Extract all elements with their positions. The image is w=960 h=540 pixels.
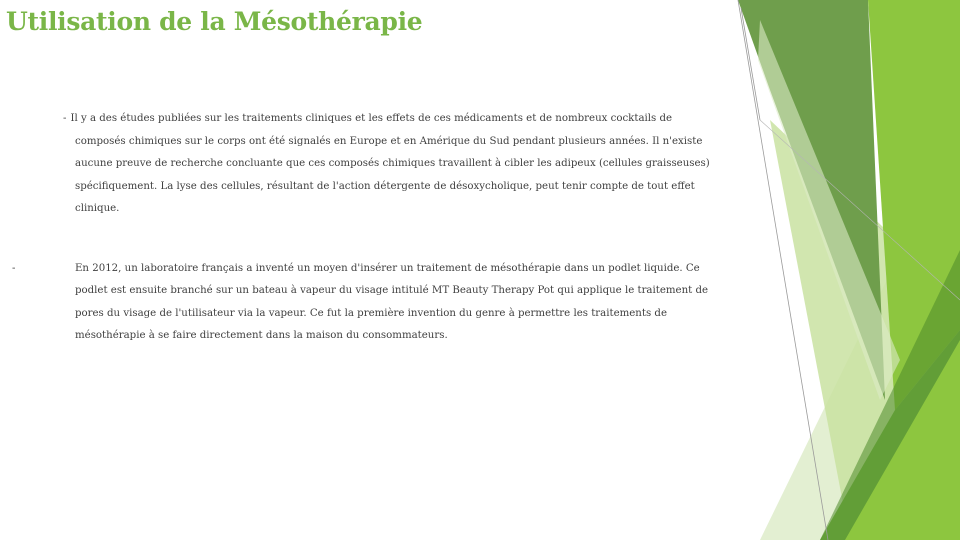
- paragraph-1: [40, 108, 712, 221]
- slide-title: Utilisation de la Mésothérapie: [6, 7, 423, 36]
- slide-body: [12, 108, 712, 348]
- paragraph-2: [12, 258, 712, 348]
- paragraph-1-text: Il y a des études publiées sur les traitements cliniques et les effets de ces médicaments et de nombreux cocktails de composés chimiques sur le corps ont été signalés en Europe et en Amérique du Sud pendant plusieurs années. Il n'existe aucune preuve de recherche concluante que ces composés chimiques travaillent à cibler les adipeux (cellules graisseuses) spécifiquement. La lyse des cellules, résultant de l'action détergente de désoxycholique, peut tenir compte de tout effet clinique.: [70, 113, 710, 214]
- bullet-dash: -: [12, 262, 16, 274]
- bullet-dash: -: [63, 113, 67, 124]
- paragraph-2-text: En 2012, un laboratoire français a inventé un moyen d'insérer un traitement de mésothérapie dans un podlet liquide. Ce podlet est ensuite branché sur un bateau à vapeur du visage intitulé MT Beauty Therapy Pot qui applique le traitement de pores du visage de l'utilisateur via la vapeur. Ce fut la première invention du genre à permettre les traitements de mésothérapie à se faire directement dans la maison du consommateurs.: [75, 262, 709, 341]
